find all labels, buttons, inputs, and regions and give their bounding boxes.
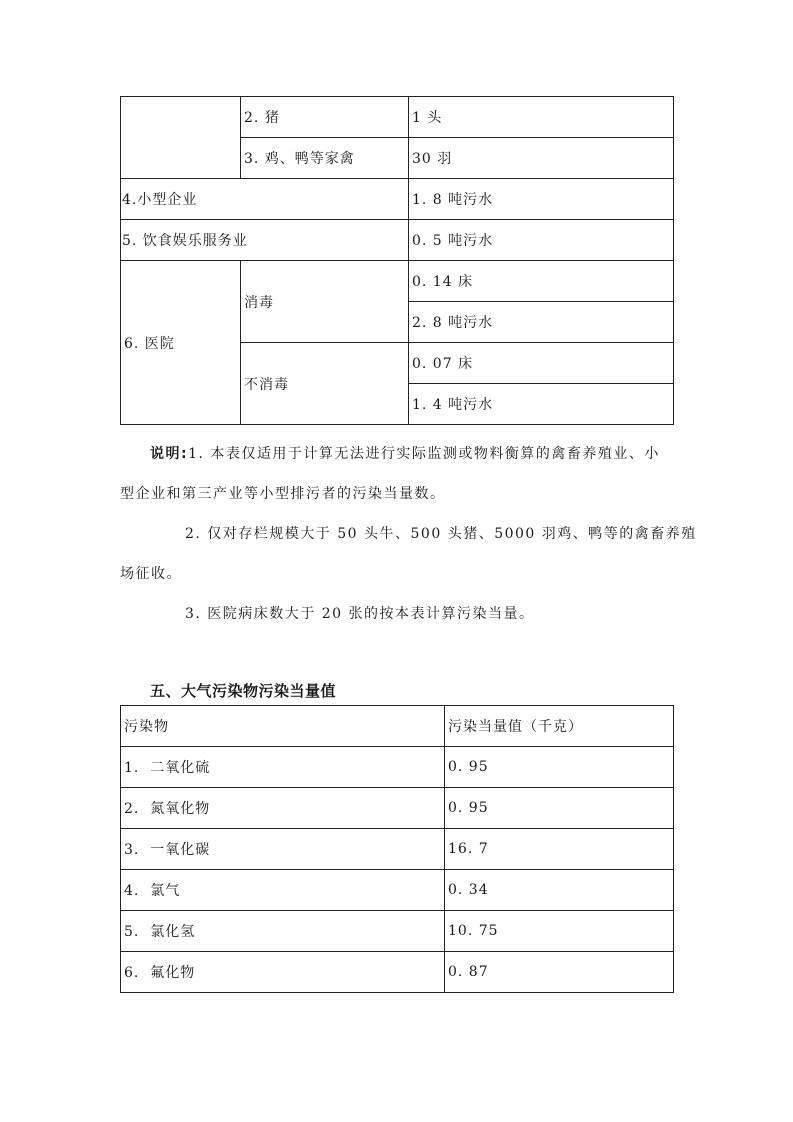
value-cell: 0. 5 吨污水 [409, 220, 674, 261]
pollutant-name: 5. 氯化氢 [121, 911, 445, 952]
pollutant-name: 6. 氟化物 [121, 952, 445, 993]
value-cell: 1. 4 吨污水 [409, 384, 674, 425]
pollutant-value: 16. 7 [445, 829, 674, 870]
pollutant-name: 3. 一氧化碳 [121, 829, 445, 870]
table-row [121, 747, 674, 788]
pollutant-value: 0. 95 [445, 747, 674, 788]
pollutant-value: 0. 87 [445, 952, 674, 993]
table-row [121, 261, 674, 302]
table-row [121, 952, 674, 993]
header-pollutant: 污染物 [121, 706, 445, 747]
note-line-1 [150, 443, 660, 463]
disinfect-cell: 消毒 [241, 261, 409, 343]
category-cell: 5. 饮食娱乐服务业 [121, 220, 409, 261]
subcategory-cell: 2. 猪 [241, 97, 409, 138]
value-cell: 1. 8 吨污水 [409, 179, 674, 220]
note-text: 1. 本表仅适用于计算无法进行实际监测或物料衡算的禽畜养殖业、小 [188, 446, 660, 462]
note-line-2b: 场征收。 [120, 566, 182, 582]
note-line-3: 3. 医院病床数大于 20 张的按本表计算污染当量。 [185, 606, 535, 622]
table-header-row [121, 706, 674, 747]
section-heading: 五、大气污染物污染当量值 [150, 682, 337, 700]
air-pollutant-table [120, 705, 674, 993]
value-cell: 30 羽 [409, 138, 674, 179]
value-cell: 1 头 [409, 97, 674, 138]
pollutant-name: 1. 二氧化硫 [121, 747, 445, 788]
category-cell: 4.小型企业 [121, 179, 409, 220]
pollutant-name: 2. 氮氧化物 [121, 788, 445, 829]
table-row [121, 911, 674, 952]
header-value: 污染当量值（千克） [445, 706, 674, 747]
note-line-2: 2. 仅对存栏规模大于 50 头牛、500 头猪、5000 羽鸡、鸭等的禽畜养殖 [185, 526, 697, 542]
table-row [121, 179, 674, 220]
pollutant-value: 0. 95 [445, 788, 674, 829]
note-prefix: 说明: [150, 446, 189, 462]
no-disinfect-cell: 不消毒 [241, 343, 409, 425]
livestock-equivalent-table [120, 96, 674, 425]
table-row [121, 97, 674, 138]
pollutant-name: 4. 氯气 [121, 870, 445, 911]
pollutant-value: 0. 34 [445, 870, 674, 911]
value-cell: 0. 07 床 [409, 343, 674, 384]
value-cell: 2. 8 吨污水 [409, 302, 674, 343]
subcategory-cell: 3. 鸡、鸭等家禽 [241, 138, 409, 179]
value-cell: 0. 14 床 [409, 261, 674, 302]
table-row [121, 829, 674, 870]
table-row [121, 870, 674, 911]
category-cell [121, 97, 241, 179]
note-line-1b: 型企业和第三产业等小型排污者的污染当量数。 [120, 486, 446, 502]
pollutant-value: 10. 75 [445, 911, 674, 952]
table-row [121, 220, 674, 261]
hospital-category-cell: 6. 医院 [121, 261, 241, 425]
table-row [121, 788, 674, 829]
